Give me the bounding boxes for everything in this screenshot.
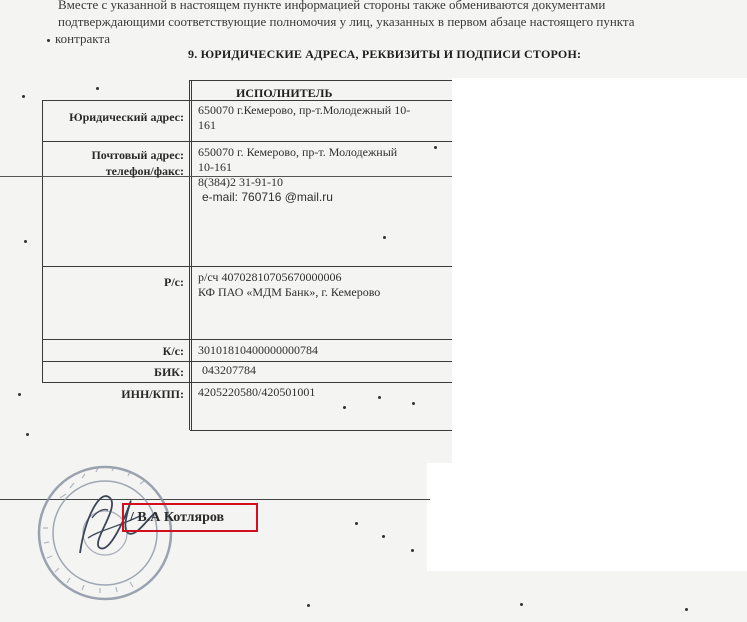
intro-paragraph (55, 0, 747, 47)
label-phone-fax: телефон/факс: (105, 164, 184, 178)
value-bik: 043207784 (202, 363, 256, 377)
table-header-executor: ИСПОЛНИТЕЛЬ (236, 86, 333, 100)
label-postal-address: Почтовый адрес: (91, 148, 184, 162)
value-correspondent-account: 30101810400000000784 (198, 343, 318, 357)
redaction-block-lower (427, 463, 747, 571)
value-legal-address: 650070 г.Кемерово, пр-т.Молодежный 10- 161 (198, 103, 411, 132)
label-correspondent-account: К/с: (162, 344, 184, 358)
intro-line-3: контракта (55, 31, 110, 46)
label-inn-kpp: ИНН/КПП: (121, 387, 184, 401)
company-seal-stamp (30, 458, 180, 608)
value-settlement-account: р/сч 40702810705670000006 КФ ПАО «МДМ Банк», г. Кемерово (198, 270, 381, 299)
value-postal-address: 650070 г. Кемерово, пр-т. Молодежный 10-161 8(384)2 31-91-10 e-mail: 760716 @mail.ru (198, 145, 398, 204)
label-settlement-account: Р/с: (164, 275, 184, 289)
intro-line-2: подтверждающими соответствующие полномочия у лиц, указанных в первом абзаце настоящего пункта (58, 14, 635, 29)
label-legal-address: Юридический адрес: (69, 110, 184, 124)
redaction-block-right (452, 78, 747, 463)
intro-line-1: Вместе с указанной в настоящем пункте информацией стороны также обмениваются документами (58, 0, 606, 12)
section-title: 9. ЮРИДИЧЕСКИЕ АДРЕСА, РЕКВИЗИТЫ И ПОДПИСИ СТОРОН: (188, 47, 582, 61)
value-inn-kpp: 4205220580/420501001 (198, 385, 316, 399)
signatory-name: / В.А Котляров (130, 510, 225, 525)
label-bik: БИК: (154, 365, 184, 379)
